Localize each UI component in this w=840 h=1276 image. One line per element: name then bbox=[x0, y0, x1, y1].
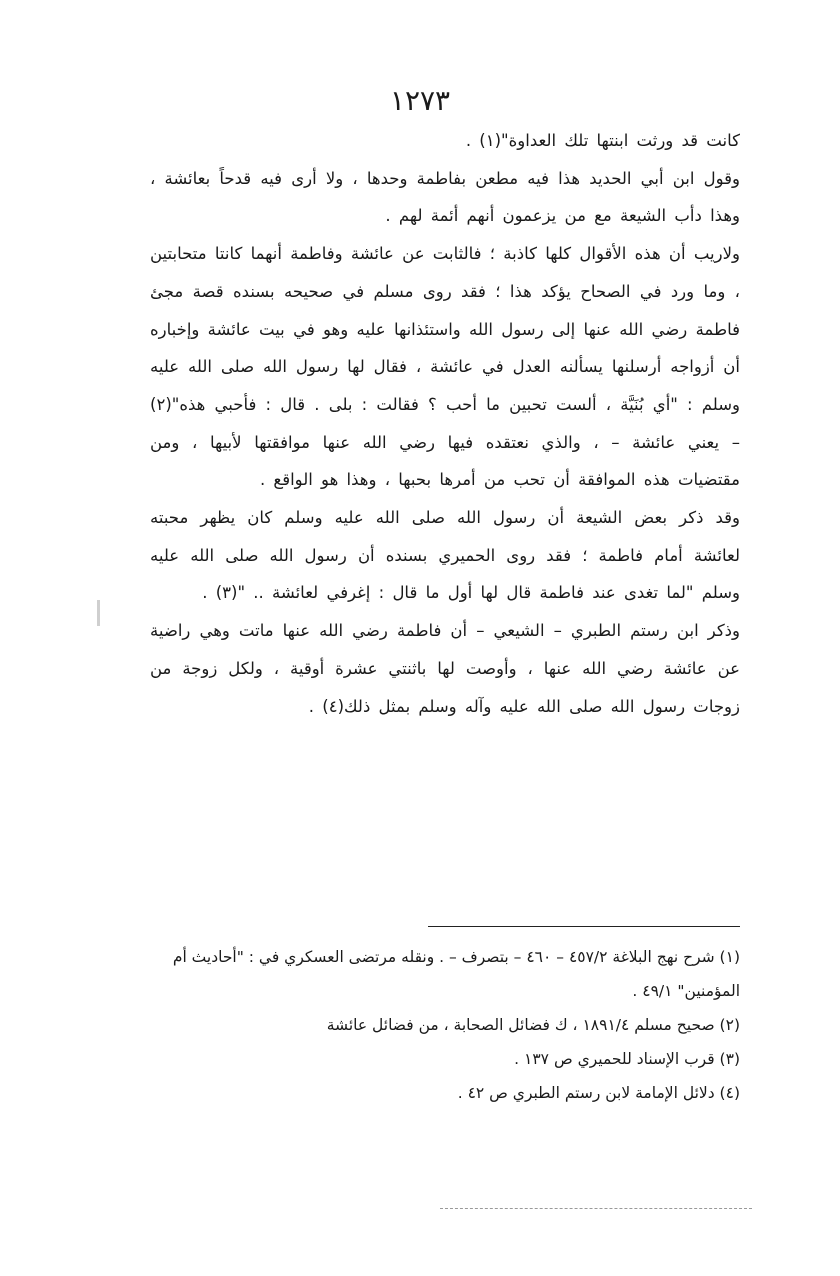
paragraph: وقول ابن أبي الحديد هذا فيه مطعن بفاطمة وحدها ، ولا أرى فيه قدحاً بعائشة ، وهذا دأب الشيعة مع من يزعمون أنهم أئمة لهم . bbox=[150, 168, 740, 226]
paragraph: وقد ذكر بعض الشيعة أن رسول الله صلى الله عليه وسلم كان يظهر محبته لعائشة أمام فاطمة ؛ فقد روى الحميري بسنده أن رسول الله صلى الله عليه وسلم "لما تغدى عند فاطمة قال لها أول ما قال : إغرفي لعائشة .. "(٣) . bbox=[150, 508, 740, 603]
footnote: (٤) دلائل الإمامة لابن رستم الطبري ص ٤٢ . bbox=[457, 1084, 740, 1102]
footnote: (٣) قرب الإسناد للحميري ص ١٣٧ . bbox=[514, 1050, 740, 1068]
footnote-separator bbox=[428, 926, 740, 927]
page-number: ١٢٧٣ bbox=[389, 84, 451, 117]
paragraph: ولاريب أن هذه الأقوال كلها كاذبة ؛ فالثابت عن عائشة وفاطمة أنهما كانتا متحابتين ، وما ورد في الصحاح يؤكد هذا ؛ فقد روى مسلم في صحيحه بسنده قصة مجئ فاطمة رضي الله عنها إلى رسول الله واستئذانها عليه وهو في بيت عائشة وإخباره أن أزواجه أرسلنها يسألنه العدل في عائشة ، فقال لها رسول الله صلى الله عليه وسلم : "أي بُنَيَّة ، ألست تحبين ما أحب ؟ فقالت : بلى . قال : فأحبي هذه"(٢) – يعني عائشة – ، والذي نعتقده فيها رضي الله عنها موافقتها لأبيها ، ومن مقتضيات هذه الموافقة أن تحب من أمرها بحبها ، وهذا هو الواقع . bbox=[150, 244, 740, 490]
footnote: (١) شرح نهج البلاغة ٤٥٧/٢ – ٤٦٠ – بتصرف – . ونقله مرتضى العسكري في : "أحاديث أم المؤمنين" ٤٩/١ . bbox=[172, 948, 740, 1000]
paragraph: كانت قد ورثت ابنتها تلك العداوة"(١) . bbox=[465, 131, 740, 150]
scan-artifact bbox=[97, 600, 100, 626]
main-text bbox=[150, 122, 740, 725]
paragraph: وذكر ابن رستم الطبري – الشيعي – أن فاطمة رضي الله عنها ماتت وهي راضية عن عائشة رضي الله عنها ، وأوصت لها باثنتي عشرة أوقية ، ولكل زوجة من زوجات رسول الله صلى الله عليه وآله وسلم بمثل ذلك(٤) . bbox=[150, 621, 740, 716]
footnotes bbox=[150, 940, 740, 1110]
scan-dashes bbox=[440, 1208, 752, 1211]
footnote: (٢) صحيح مسلم ١٨٩١/٤ ، ك فضائل الصحابة ، من فضائل عائشة bbox=[326, 1016, 740, 1034]
